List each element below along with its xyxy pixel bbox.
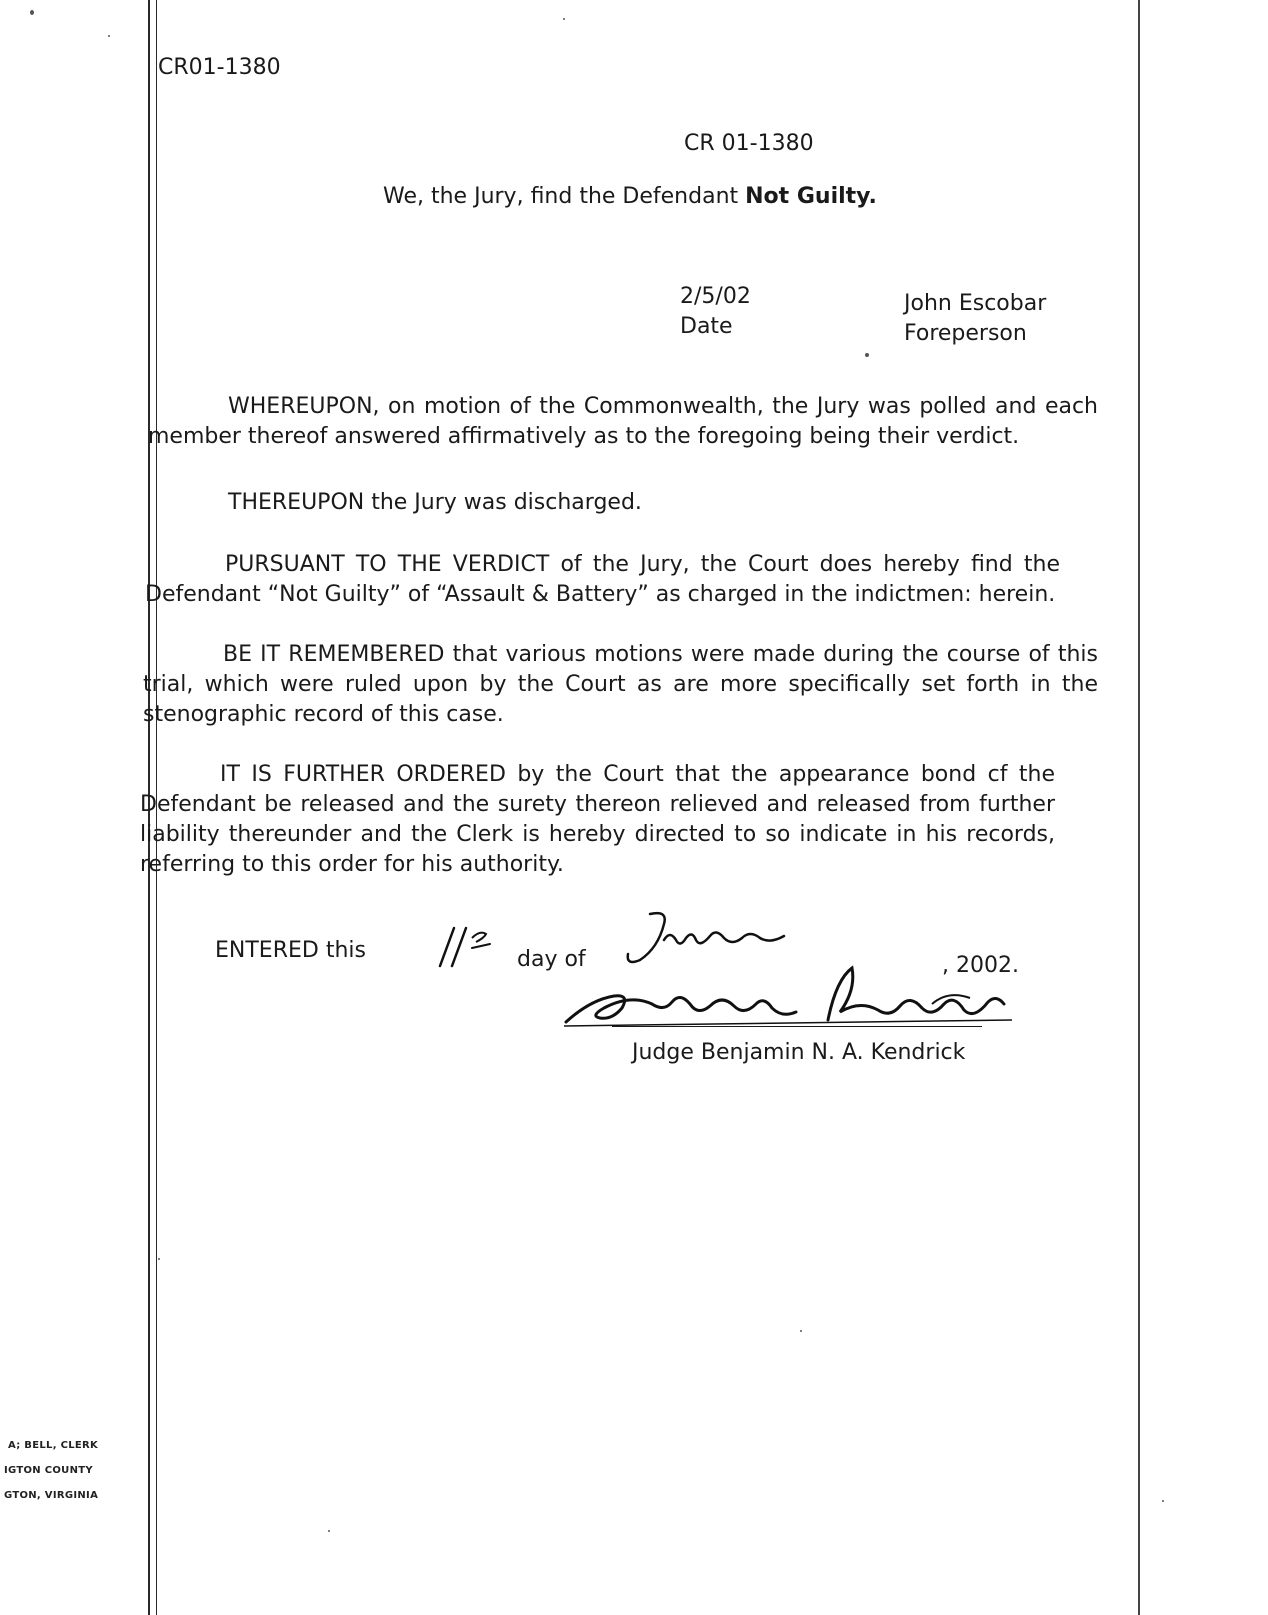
verdict-prefix: We, the Jury, find the Defendant — [383, 184, 739, 209]
verdict-date-label: Date — [680, 314, 733, 339]
entered-year: , 2002. — [942, 953, 1019, 978]
scan-speck — [865, 353, 869, 357]
verdict-date-value: 2/5/02 — [680, 284, 751, 309]
clerk-stamp-line-2: IGTON COUNTY — [4, 1465, 93, 1476]
scan-speck — [30, 10, 34, 15]
verdict-line — [383, 186, 877, 208]
case-number-top: CR01-1380 — [158, 55, 281, 80]
foreperson-name: John Escobar — [904, 291, 1047, 316]
paragraph-remembered: BE IT REMEMBERED that various motions were made during the course of this trial, which were ruled upon by the Court as are more specifically set forth in the stenographic record of this case. — [143, 642, 1098, 727]
handwritten-day — [432, 922, 502, 972]
verdict-finding: Not Guilty. — [745, 184, 877, 209]
clerk-stamp-line-3: GTON, VIRGINIA — [4, 1490, 99, 1501]
scan-speck — [158, 1258, 160, 1260]
judge-name: Judge Benjamin N. A. Kendrick — [632, 1040, 966, 1065]
right-margin-rule — [1138, 0, 1140, 1615]
scan-speck — [563, 18, 565, 20]
scan-speck — [1162, 1500, 1164, 1502]
entered-day-of-label: day of — [517, 947, 586, 972]
paragraph-whereupon: WHEREUPON, on motion of the Commonwealth, the Jury was polled and each member thereof answered affirmatively as to the foregoing being their verdict. — [148, 394, 1098, 449]
scan-speck — [328, 1530, 330, 1532]
clerk-stamp-line-1: A; BELL, CLERK — [8, 1440, 99, 1451]
judge-signature — [560, 960, 1020, 1050]
entered-this-label: ENTERED this — [215, 938, 366, 963]
scan-speck — [800, 1330, 802, 1332]
foreperson-label: Foreperson — [904, 321, 1027, 346]
paragraph-further-ordered: IT IS FURTHER ORDERED by the Court that the appearance bond cf the Defendant be released and the surety thereon relieved and released from further liability thereunder and the Clerk is hereby directed to so indicate in his records, referring to this order for his authority. — [140, 762, 1055, 877]
paragraph-thereupon: THEREUPON the Jury was discharged. — [228, 490, 642, 515]
scan-speck — [108, 35, 110, 37]
paragraph-pursuant: PURSUANT TO THE VERDICT of the Jury, the Court does hereby find the Defendant “Not Guilty” of “Assault & Battery” as charged in the indictmen: herein. — [145, 552, 1060, 607]
case-number-center: CR 01-1380 — [684, 131, 814, 156]
